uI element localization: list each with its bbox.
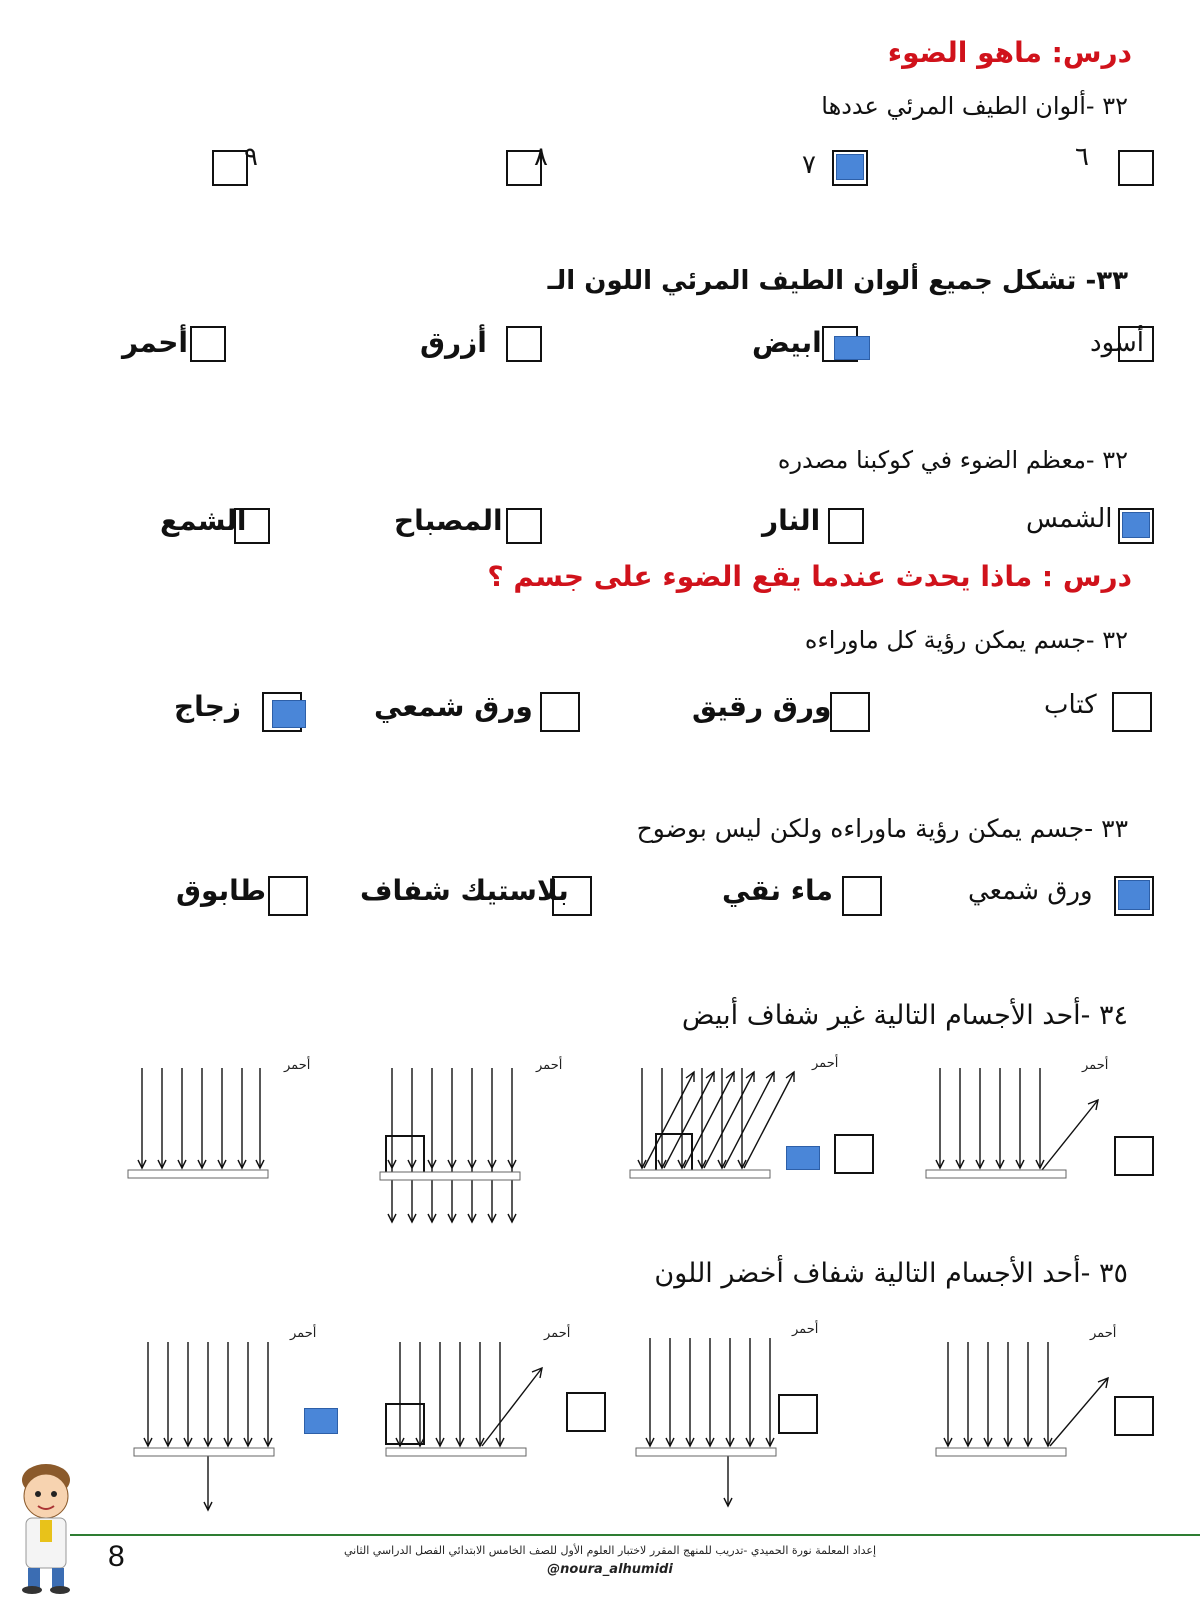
- q5-option-label-2: ماء نقي: [722, 874, 833, 907]
- q2-selected-marker: [834, 336, 870, 360]
- q3-option-label-1: الشمس: [1026, 504, 1113, 534]
- q6-diagram-label-3: أحمر: [536, 1058, 563, 1073]
- q4-option-box-3[interactable]: [540, 692, 580, 732]
- q5-option-label-4: طابوق: [176, 874, 266, 907]
- q6-option-box-1[interactable]: [1114, 1136, 1154, 1176]
- q1-option-box-1[interactable]: [1118, 150, 1154, 186]
- q2-option-label-1: أسود: [1090, 328, 1145, 358]
- q2-option-box-3[interactable]: [506, 326, 542, 362]
- q4-option-label-3: ورق شمعي: [374, 690, 533, 723]
- lesson-title-2: درس : ماذا يحدث عندما يقع الضوء على جسم ؟: [487, 560, 1132, 593]
- q6-diagram-label-2: أحمر: [812, 1056, 839, 1071]
- lesson-title-1: درس: ماهو الضوء: [887, 36, 1132, 69]
- q6-diagram-2: [630, 1060, 830, 1190]
- q6-selected-marker: [786, 1146, 820, 1170]
- footer-divider: [70, 1534, 1200, 1536]
- question-35: ٣٥ -أحد الأجسام التالية شفاف أخضر اللون: [654, 1258, 1128, 1289]
- q6-option-box-2[interactable]: [834, 1134, 874, 1174]
- q7-option-box-1[interactable]: [1114, 1396, 1154, 1436]
- q5-option-label-1: ورق شمعي: [968, 876, 1093, 906]
- footer-credit: إعداد المعلمة نورة الحميدي -تدريب للمنهج المقرر لاختبار العلوم الأول للصف الخامس الابتدائي الفصل الدراسي الثاني: [343, 1544, 877, 1557]
- question-32c: ٣٢ -جسم يمكن رؤية كل ماوراءه: [804, 626, 1128, 654]
- q6-diagram-label-1: أحمر: [1082, 1058, 1109, 1073]
- q2-option-box-4[interactable]: [190, 326, 226, 362]
- q6-diagram-4: [126, 1060, 276, 1190]
- question-34: ٣٤ -أحد الأجسام التالية غير شفاف أبيض: [681, 1000, 1128, 1031]
- q4-option-box-1[interactable]: [1112, 692, 1152, 732]
- q1-option-label-2: ٧: [802, 150, 816, 180]
- q3-option-label-2: النار: [762, 504, 821, 537]
- question-32a: ٣٢ -ألوان الطيف المرئي عددها: [821, 92, 1128, 120]
- q2-option-label-2: ابيض: [752, 326, 822, 359]
- q7-selected-marker: [304, 1408, 338, 1434]
- q5-option-box-2[interactable]: [842, 876, 882, 916]
- q4-option-label-2: ورق رقيق: [692, 690, 832, 723]
- q1-option-label-3: ٨: [534, 142, 548, 172]
- q2-option-label-3: أزرق: [420, 326, 487, 359]
- q1-option-label-4: ٩: [244, 142, 258, 172]
- question-32b: ٣٢ -معظم الضوء في كوكبنا مصدره: [777, 446, 1128, 474]
- q6-diagram-1: [920, 1060, 1120, 1190]
- scientist-kid-icon: [10, 1460, 80, 1596]
- q3-option-label-4: الشمع: [160, 504, 247, 537]
- question-33b: ٣٣ -جسم يمكن رؤية ماوراءه ولكن ليس بوضوح: [636, 814, 1128, 843]
- question-33a: ٣٣- تشكل جميع ألوان الطيف المرئي اللون الـ: [547, 266, 1128, 296]
- q4-selected-marker: [272, 700, 306, 728]
- q7-option-box-3[interactable]: [566, 1392, 606, 1432]
- page-number: 8: [108, 1540, 125, 1573]
- q7-diagram-label-1: أحمر: [1090, 1326, 1117, 1341]
- q3-option-label-3: المصباح: [394, 504, 503, 537]
- q1-selected-marker: [836, 154, 864, 180]
- q3-selected-marker: [1122, 512, 1150, 538]
- q7-diagram-1: [936, 1334, 1116, 1464]
- q5-option-label-3: بلاستيك شفاف: [360, 874, 569, 907]
- q7-diagram-4: [134, 1334, 284, 1514]
- q4-option-box-2[interactable]: [830, 692, 870, 732]
- q1-option-label-1: ٦: [1075, 142, 1089, 172]
- q6-diagram-3: [380, 1060, 540, 1230]
- q3-option-box-2[interactable]: [828, 508, 864, 544]
- q7-diagram-label-2: أحمر: [792, 1322, 819, 1337]
- q3-option-box-3[interactable]: [506, 508, 542, 544]
- q7-diagram-label-4: أحمر: [290, 1326, 317, 1341]
- q2-option-label-4: أحمر: [122, 326, 188, 359]
- q7-diagram-2: [636, 1334, 786, 1514]
- q6-diagram-label-4: أحمر: [284, 1058, 311, 1073]
- q7-diagram-3: [386, 1334, 556, 1464]
- q7-option-box-2[interactable]: [778, 1394, 818, 1434]
- q1-option-box-4[interactable]: [212, 150, 248, 186]
- footer-handle: @noura_alhumidi: [547, 1562, 673, 1577]
- q5-option-box-4[interactable]: [268, 876, 308, 916]
- q5-selected-marker: [1118, 880, 1150, 910]
- q7-diagram-label-3: أحمر: [544, 1326, 571, 1341]
- q4-option-label-1: كتاب: [1044, 690, 1097, 720]
- q4-option-label-4: زجاج: [174, 690, 241, 723]
